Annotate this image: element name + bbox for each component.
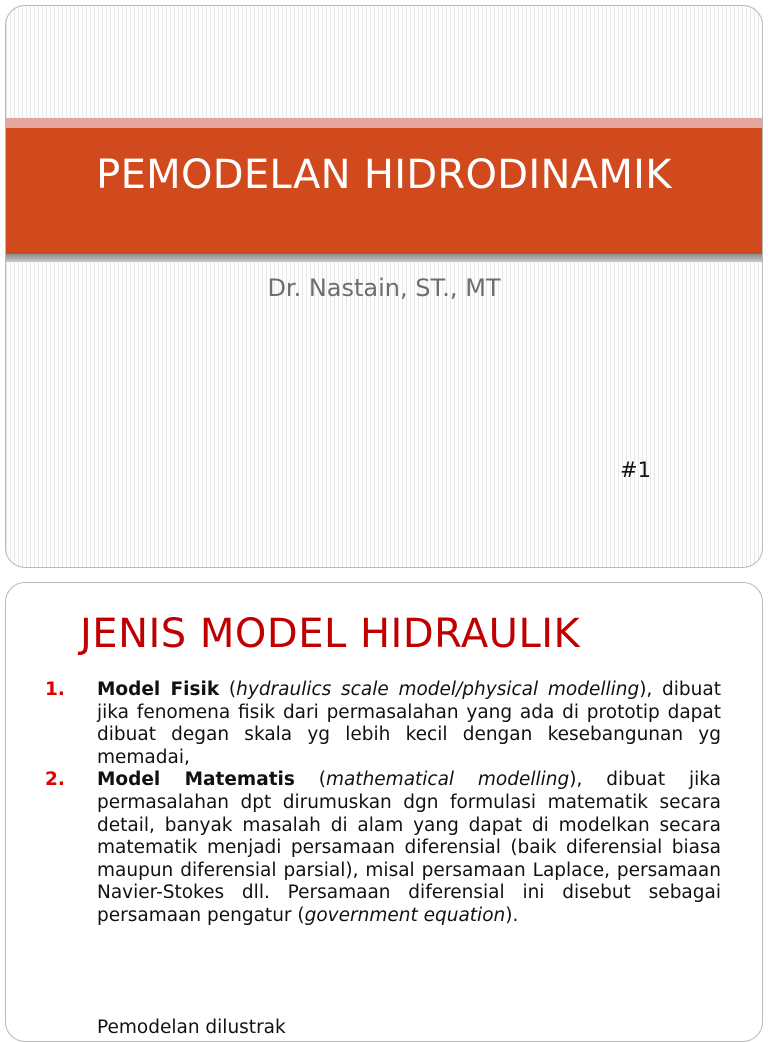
title-band-top-stripe — [6, 118, 762, 128]
slide-number: #1 — [620, 458, 651, 482]
cut-off-paragraph: Pemodelan dilustrak — [97, 1017, 286, 1038]
list-item-text: ), dibuat jika permasalahan dpt dirumuskan dgn formulasi matematik secara detail, banyak masalah di alam yang dapat di modelkan secara matematik menjadi persamaan diferensial (baik diferensial biasa maupun diferensial parsial), misal persamaan Laplace, persamaan Navier-Stokes dll. Persamaan diferensial ini disebut sebagai persamaan pengatur ( — [97, 769, 721, 926]
list-item-number: 2. — [45, 769, 65, 791]
list-item-emphasis: government equation — [304, 904, 506, 926]
title-band-shadow — [6, 254, 762, 262]
list-item-term: Model Matematis — [97, 769, 295, 791]
list-item-term: Model Fisik — [97, 679, 220, 700]
list-item-text: ( — [294, 769, 326, 791]
list-item-text: ( — [219, 679, 237, 700]
list-item — [45, 769, 721, 927]
list-item-text: ), dibuat jika fenomena fisik dari permasalahan yang ada di prototip dapat dibuat degan skala yg lebih kecil dengan kesebangunan yg memadai, — [97, 679, 721, 768]
presentation-title: PEMODELAN HIDRODINAMIK — [96, 152, 672, 198]
list-item-emphasis: hydraulics scale model/physical modelling — [236, 679, 640, 700]
content-slide-title: JENIS MODEL HIDRAULIK — [80, 611, 581, 657]
list-item-emphasis: mathematical modelling — [325, 769, 570, 791]
list-item-text: ). — [505, 904, 519, 926]
presentation-subtitle: Dr. Nastain, ST., MT — [267, 274, 501, 302]
list-item — [45, 679, 721, 769]
model-type-list — [45, 679, 721, 928]
list-item-number: 1. — [45, 679, 65, 700]
